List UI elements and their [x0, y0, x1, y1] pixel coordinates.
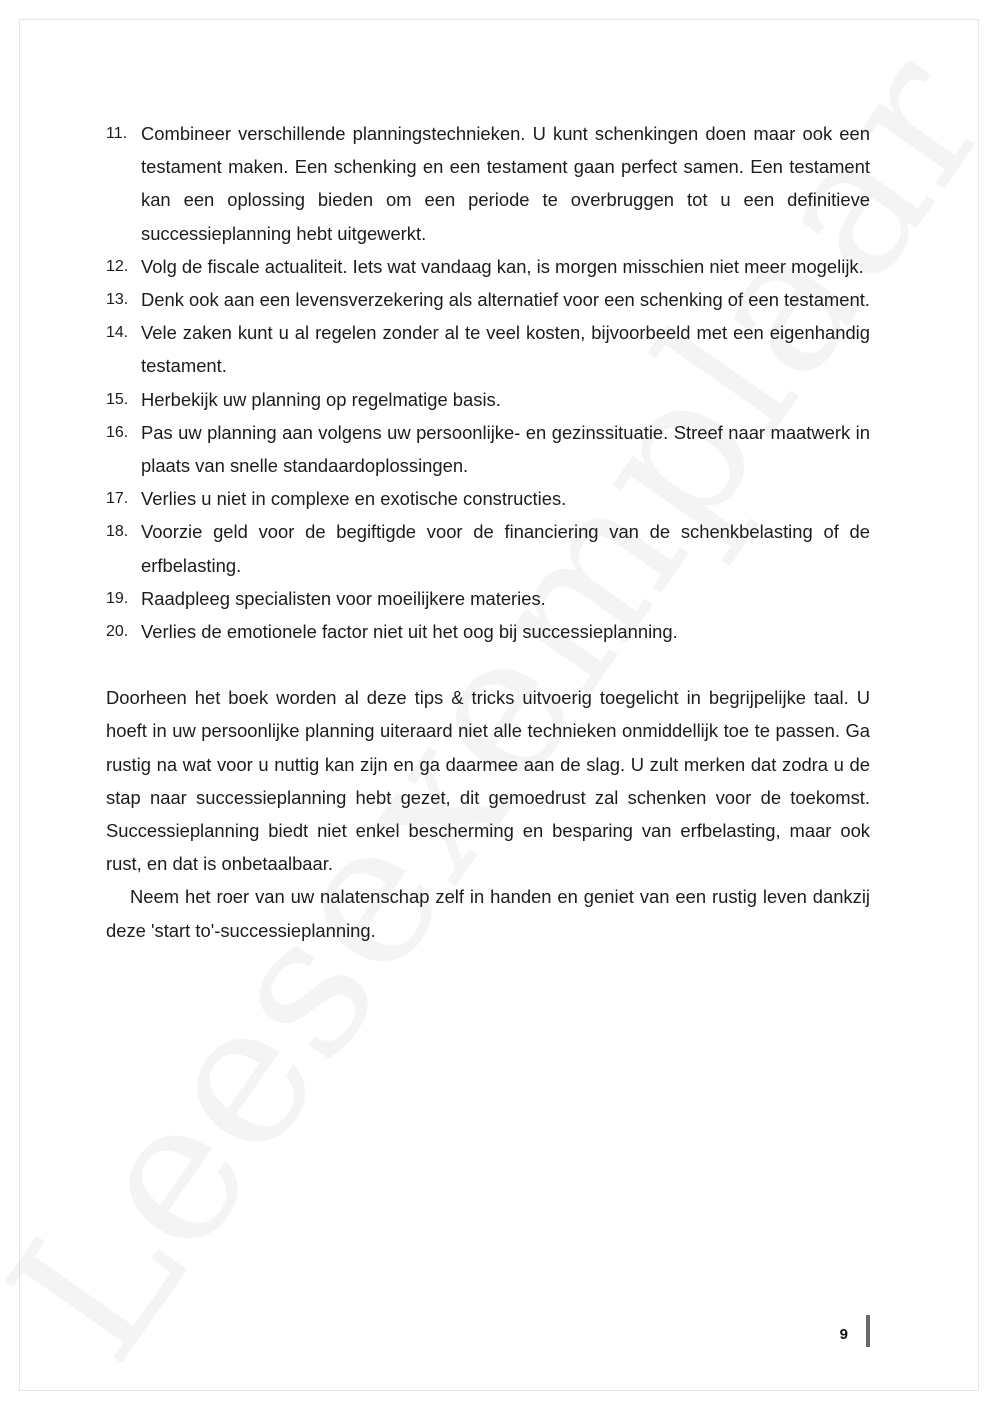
page-number: 9: [839, 1326, 848, 1343]
list-item-text: Raadpleeg specialisten voor moeilijkere materies.: [141, 587, 546, 609]
list-item-text: Vele zaken kunt u al regelen zonder al te veel kosten, bijvoorbeeld met een eigenhandig testament.: [141, 322, 870, 377]
list-item-number: 12.: [106, 257, 129, 275]
list-item: [106, 250, 870, 283]
list-item-number: 11.: [106, 125, 128, 142]
list-item-text: Volg de fiscale actualiteit. Iets wat vandaag kan, is morgen misschien niet meer mogelijk.: [141, 255, 864, 277]
list-item: [106, 515, 870, 581]
list-item: [106, 283, 870, 316]
list-item-text: Verlies u niet in complexe en exotische constructies.: [141, 488, 567, 510]
list-item-number: 19.: [106, 589, 129, 607]
body-paragraph: Neem het roer van uw nalatenschap zelf in handen en geniet van een rustig leven dankzij deze 'start to'-successieplanning.: [106, 886, 870, 941]
list-item-number: 20.: [106, 623, 129, 641]
list-item-text: Voorzie geld voor de begiftigde voor de financiering van de schenkbelasting of de erfbelasting.: [141, 521, 870, 576]
list-item: [106, 482, 870, 515]
list-item-text: Pas uw planning aan volgens uw persoonlijke- en gezinssituatie. Streef naar maatwerk in plaats van snelle standaardoplossingen.: [141, 421, 870, 477]
list-item-number: 13.: [106, 291, 129, 309]
tips-list: [106, 117, 870, 648]
list-item-text: Verlies de emotionele factor niet uit het oog bij successieplanning.: [141, 621, 678, 643]
list-item: [106, 383, 870, 416]
page-number-bar: [866, 1315, 870, 1347]
list-item: [106, 416, 870, 482]
list-item-number: 18.: [106, 523, 129, 541]
list-item-number: 16.: [106, 423, 129, 441]
list-item: [106, 582, 870, 615]
body-paragraph: Doorheen het boek worden al deze tips & tricks uitvoerig toegelicht in begrijpelijke taal. U hoeft in uw persoonlijke planning uiteraard niet alle technieken onmiddellijk toe te passen. Ga rustig na wat voor u nuttig kan zijn en ga daarmee aan de slag. U zult merken dat zodra u de stap naar successieplanning hebt gezet, dit gemoedrust zal schenken voor de toekomst. Successieplanning biedt niet enkel bescherming en besparing van erfbelasting, maar ook rust, en dat is onbetaalbaar.: [106, 687, 870, 875]
list-item: [106, 615, 870, 648]
list-item: [106, 316, 870, 382]
list-item-text: Denk ook aan een levensverzekering als alternatief voor een schenking of een testament.: [141, 289, 870, 311]
list-item-text: Combineer verschillende planningstechnieken. U kunt schenkingen doen maar ook een testament maken. Een schenking en een testament gaan perfect samen. Een testament kan een oplossing bieden om een periode te overbruggen tot u een definitieve successieplanning hebt uitgewerkt.: [141, 123, 870, 244]
list-item-text: Herbekijk uw planning op regelmatige basis.: [141, 388, 501, 410]
page-content: [106, 117, 870, 947]
list-item-number: 14.: [106, 324, 129, 342]
list-item-number: 17.: [106, 490, 129, 508]
list-item: [106, 117, 870, 250]
list-item-number: 15.: [106, 390, 129, 408]
